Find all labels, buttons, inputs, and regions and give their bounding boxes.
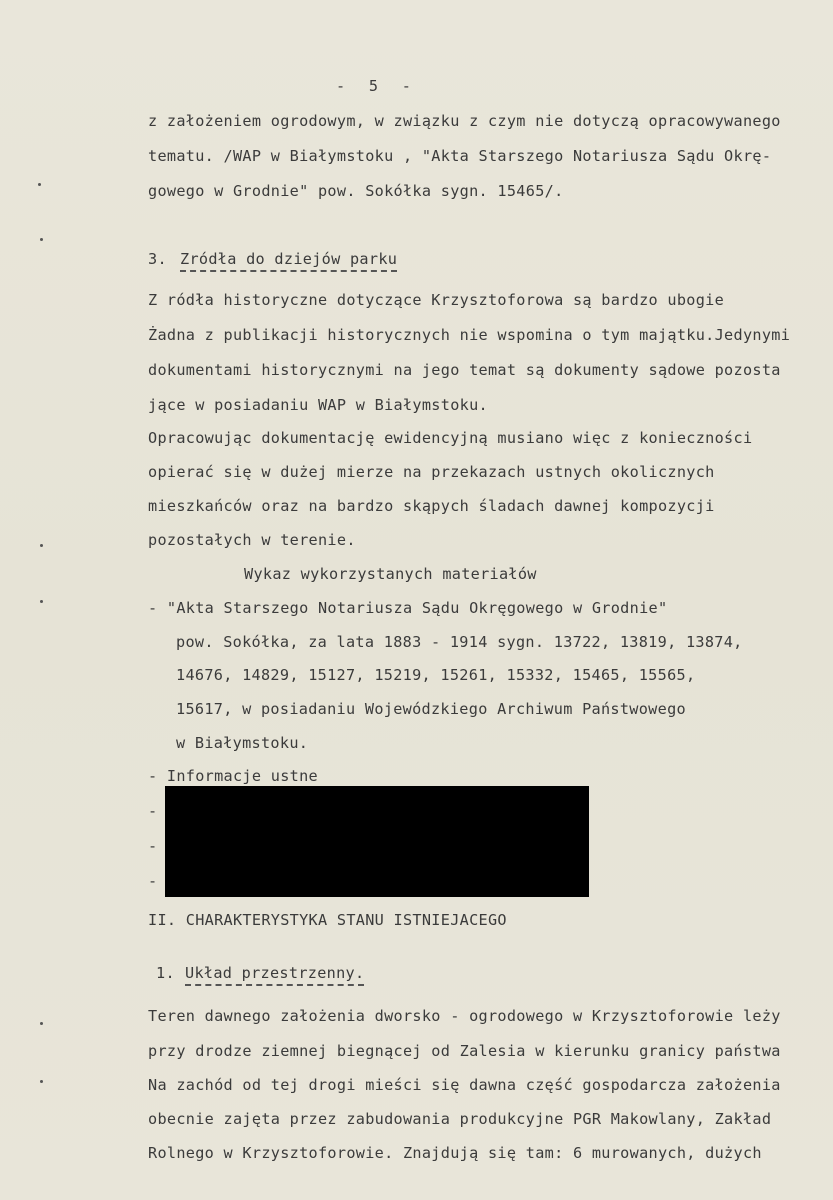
list-item-continuation: 14676, 14829, 15127, 15219, 15261, 15332, 15465, 15565, — [176, 666, 696, 684]
text-line: pozostałych w terenie. — [148, 531, 356, 549]
margin-speck — [40, 600, 43, 603]
text-line: gowego w Grodnie" pow. Sokółka sygn. 15465/. — [148, 182, 564, 200]
text-line: opierać się w dużej mierze na przekazach ustnych okolicznych — [148, 463, 715, 481]
subsection-number: 1. — [156, 964, 175, 982]
subsection-title: Układ przestrzenny. — [185, 963, 364, 986]
list-dash: - — [148, 872, 158, 890]
section-title: Zródła do dziejów parku — [180, 249, 397, 272]
text-line: Żadna z publikacji historycznych nie wspomina o tym majątku.Jedynymi — [148, 326, 791, 344]
text-line: jące w posiadaniu WAP w Białymstoku. — [148, 396, 488, 414]
text-line: mieszkańców oraz na bardzo skąpych śladach dawnej kompozycji — [148, 497, 715, 515]
list-dash: - — [148, 837, 158, 855]
text-line: przy drodze ziemnej biegnącej od Zalesia w kierunku granicy państwa — [148, 1042, 781, 1060]
margin-speck — [40, 238, 43, 241]
chapter-heading: II. CHARAKTERYSTYKA STANU ISTNIEJACEGO — [148, 911, 507, 929]
margin-speck — [40, 1022, 43, 1025]
text-line: Rolnego w Krzysztoforowie. Znajdują się tam: 6 murowanych, dużych — [148, 1144, 762, 1162]
list-item: - Informacje ustne — [148, 767, 318, 785]
text-line: z założeniem ogrodowym, w związku z czym nie dotyczą opracowywanego — [148, 112, 781, 130]
section-number: 3. — [148, 250, 167, 268]
text-line: tematu. /WAP w Białymstoku , "Akta Starszego Notariusza Sądu Okrę- — [148, 147, 772, 165]
text-line: Teren dawnego założenia dworsko - ogrodowego w Krzysztoforowie leży — [148, 1007, 781, 1025]
list-item: - "Akta Starszego Notariusza Sądu Okręgowego w Grodnie" — [148, 599, 668, 617]
text-line: Opracowując dokumentację ewidencyjną musiano więc z konieczności — [148, 429, 753, 447]
margin-speck — [40, 544, 43, 547]
list-item-continuation: w Białymstoku. — [176, 734, 309, 752]
text-line: dokumentami historycznymi na jego temat są dokumenty sądowe pozosta — [148, 361, 781, 379]
text-line: obecnie zajęta przez zabudowania produkcyjne PGR Makowlany, Zakład — [148, 1110, 772, 1128]
redaction-box — [165, 786, 589, 897]
text-line: Z ródła historyczne dotyczące Krzysztoforowa są bardzo ubogie — [148, 291, 725, 309]
page-number: - 5 - — [336, 77, 412, 95]
list-dash: - — [148, 802, 158, 820]
text-line: Na zachód od tej drogi mieści się dawna część gospodarcza założenia — [148, 1076, 781, 1094]
list-item-continuation: pow. Sokółka, za lata 1883 - 1914 sygn. 13722, 13819, 13874, — [176, 633, 743, 651]
list-item-continuation: 15617, w posiadaniu Wojewódzkiego Archiwum Państwowego — [176, 700, 686, 718]
margin-speck — [40, 1080, 43, 1083]
list-heading: Wykaz wykorzystanych materiałów — [244, 565, 537, 583]
margin-speck — [38, 183, 41, 186]
